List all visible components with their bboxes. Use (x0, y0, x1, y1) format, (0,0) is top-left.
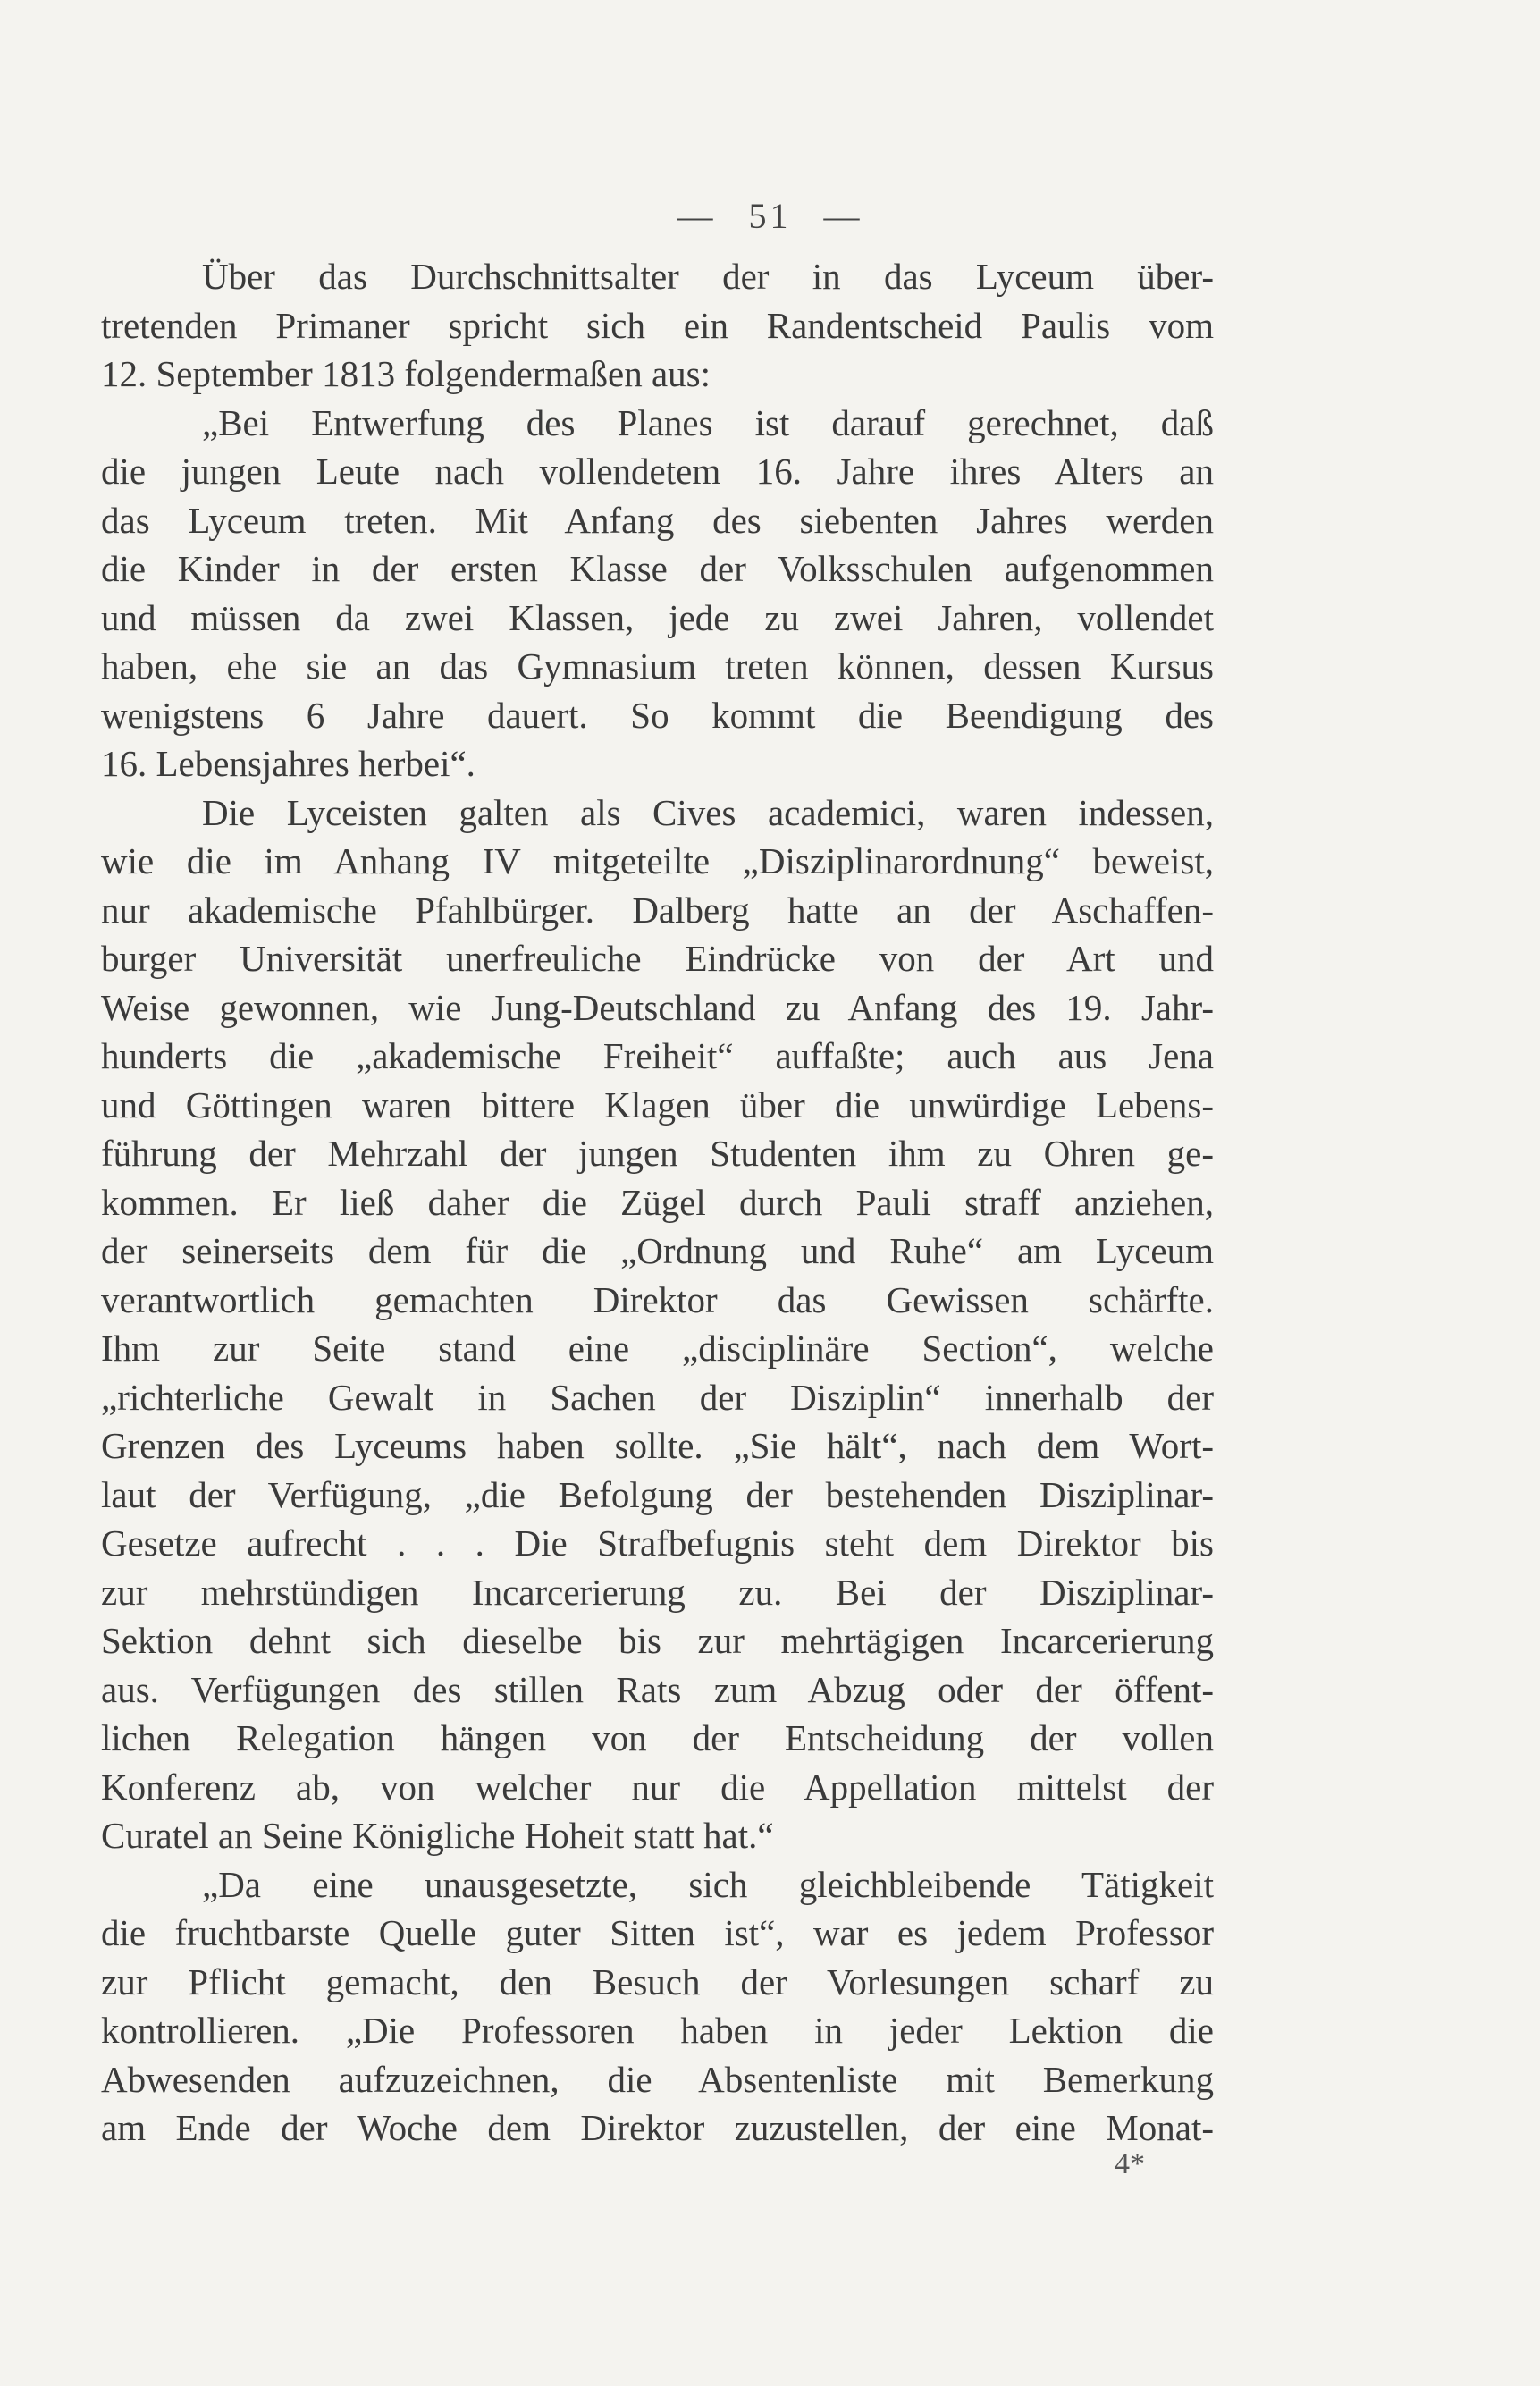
text-line: wenigstens 6 Jahre dauert. So kommt die Beendigung des (101, 694, 1214, 736)
text-line: 16. Lebensjahres herbei“. (101, 743, 475, 784)
text-line: laut der Verfügung, „die Befolgung der bestehenden Disziplinar- (101, 1473, 1214, 1515)
text-line: „Da eine unausgesetzte, sich gleichbleibende Tätigkeit (202, 1863, 1214, 1905)
text-line: Konferenz ab, von welcher nur die Appellation mittelst der (101, 1766, 1214, 1808)
text-line: „richterliche Gewalt in Sachen der Disziplin“ innerhalb der (101, 1376, 1214, 1418)
body-text (101, 252, 1214, 2153)
text-line: Gesetze aufrecht . . . Die Strafbefugnis steht dem Direktor bis (101, 1522, 1214, 1564)
text-line: hunderts die „akademische Freiheit“ auffaßte; auch aus Jena (101, 1035, 1214, 1076)
page-header (0, 195, 1540, 237)
text-line: Abwesenden aufzuzeichnen, die Absentenliste mit Bemerkung (101, 2058, 1214, 2100)
header-dash-right: — (823, 196, 863, 236)
text-line: 12. September 1813 folgendermaßen aus: (101, 353, 711, 394)
text-line: Sektion dehnt sich dieselbe bis zur mehrtägigen Incarcerierung (101, 1620, 1214, 1661)
signature-mark: 4* (1115, 2147, 1145, 2180)
text-line: das Lyceum treten. Mit Anfang des siebenten Jahres werden (101, 499, 1214, 541)
text-line: burger Universität unerfreuliche Eindrücke von der Art und (101, 938, 1214, 979)
text-line: nur akademische Pfahlbürger. Dalberg hatte an der Aschaffen- (101, 889, 1214, 931)
text-line: die Kinder in der ersten Klasse der Volksschulen aufgenommen (101, 548, 1214, 589)
text-line: und müssen da zwei Klassen, jede zu zwei Jahren, vollendet (101, 596, 1214, 638)
header-dash-left: — (677, 196, 717, 236)
text-line: am Ende der Woche dem Direktor zuzustellen, der eine Monat- (101, 2107, 1214, 2148)
text-line: Ihm zur Seite stand eine „disciplinäre Section“, welche (101, 1328, 1214, 1369)
text-line: aus. Verfügungen des stillen Rats zum Abzug oder der öffent- (101, 1668, 1214, 1710)
text-line: Über das Durchschnittsalter der in das Lyceum über- (202, 256, 1214, 297)
text-line: Weise gewonnen, wie Jung-Deutschland zu Anfang des 19. Jahr- (101, 986, 1214, 1028)
text-line: die jungen Leute nach vollendetem 16. Jahre ihres Alters an (101, 451, 1214, 492)
text-line: wie die im Anhang IV mitgeteilte „Disziplinarordnung“ beweist, (101, 840, 1214, 881)
text-line: zur Pflicht gemacht, den Besuch der Vorlesungen scharf zu (101, 1960, 1214, 2002)
text-line: zur mehrstündigen Incarcerierung zu. Bei der Disziplinar- (101, 1571, 1214, 1613)
text-line: Curatel an Seine Königliche Hoheit statt hat.“ (101, 1815, 774, 1856)
text-line: verantwortlich gemachten Direktor das Gewissen schärfte. (101, 1278, 1214, 1320)
text-line: die fruchtbarste Quelle guter Sitten ist“, war es jedem Professor (101, 1912, 1214, 1953)
text-line: und Göttingen waren bittere Klagen über die unwürdige Lebens- (101, 1083, 1214, 1126)
text-line: Die Lyceisten galten als Cives academici, waren indessen, (202, 791, 1214, 833)
text-line: „Bei Entwerfung des Planes ist darauf gerechnet, daß (202, 401, 1214, 443)
page-number: 51 (748, 196, 792, 236)
text-line: der seinerseits dem für die „Ordnung und Ruhe“ am Lyceum (101, 1230, 1214, 1271)
text-line: lichen Relegation hängen von der Entscheidung der vollen (101, 1717, 1214, 1758)
text-line: kontrollieren. „Die Professoren haben in jeder Lektion die (101, 2010, 1214, 2051)
text-line: Grenzen des Lyceums haben sollte. „Sie hält“, nach dem Wort- (101, 1425, 1214, 1466)
text-line: tretenden Primaner spricht sich ein Randentscheid Paulis vom (101, 304, 1214, 346)
text-line: kommen. Er ließ daher die Zügel durch Pauli straff anziehen, (101, 1181, 1214, 1223)
text-line: haben, ehe sie an das Gymnasium treten können, dessen Kursus (101, 645, 1214, 687)
text-line: führung der Mehrzahl der jungen Studenten ihm zu Ohren ge- (101, 1133, 1214, 1174)
